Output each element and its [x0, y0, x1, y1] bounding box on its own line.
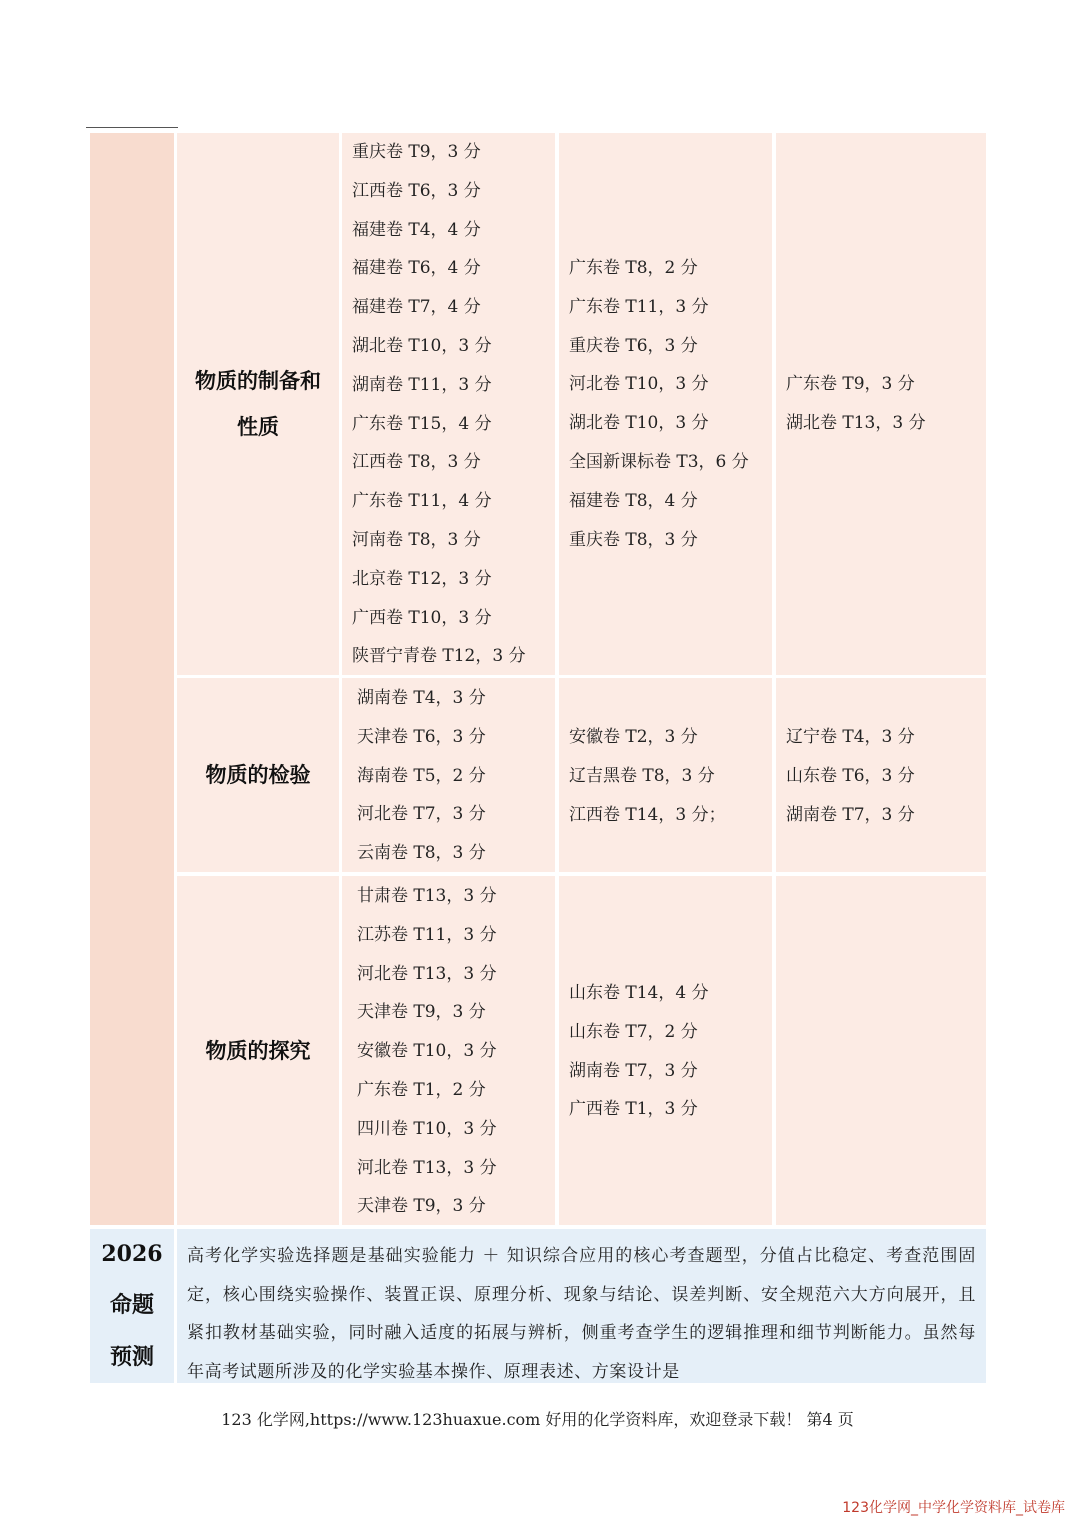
- prediction-label-line: 2026: [101, 1241, 163, 1267]
- list-item: 云南卷 T8，3 分: [357, 843, 486, 864]
- list-item: 福建卷 T4，4 分: [352, 219, 481, 240]
- list-item: 陕晋宁青卷 T12，3 分: [352, 646, 526, 667]
- list-item: 天津卷 T6，3 分: [357, 726, 486, 747]
- page-footer: 123 化学网,https://www.123huaxue.com 好用的化学资料库，欢迎登录下载！ 第4 页: [221, 1410, 854, 1429]
- top-rule: [86, 127, 178, 128]
- list-item: 海南卷 T5，2 分: [357, 765, 486, 786]
- row-label-line: 物质的探究: [205, 1038, 311, 1063]
- side-column: [90, 133, 174, 1225]
- list-item: 湖北卷 T10，3 分: [352, 335, 492, 356]
- prediction-paragraph: 高考化学实验选择题是基础实验能力 ＋ 知识综合应用的核心考查题型，分值占比稳定、考查范围固定，核心围绕实验操作、装置正误、原理分析、现象与结论、误差判断、安全规范六大方向展开，且紧扣教材基础实验，同时融入适度的拓展与辨析，侧重考查学生的逻辑推理和细节判断能力。虽然每年高考试题所涉及的化学实验基本操作、原理表述、方案设计是: [187, 1246, 976, 1382]
- row2-col2-list: [559, 678, 772, 872]
- list-item: 山东卷 T7，2 分: [569, 1021, 698, 1042]
- list-item: 安徽卷 T10，3 分: [357, 1041, 497, 1062]
- row-label-line: 物质的检验: [205, 763, 311, 787]
- list-item: 福建卷 T6，4 分: [352, 258, 481, 279]
- prediction-label-line: 命题: [109, 1293, 154, 1318]
- list-item: 河北卷 T10，3 分: [569, 374, 709, 395]
- row2-col1-list: [342, 678, 555, 872]
- row3-col2-list: [559, 876, 772, 1225]
- list-item: 天津卷 T9，3 分: [357, 1002, 486, 1023]
- list-item: 江西卷 T6，3 分: [352, 180, 481, 201]
- list-item: 广东卷 T15，4 分: [352, 413, 492, 434]
- prediction-label: [90, 1229, 174, 1383]
- list-item: 广东卷 T8，2 分: [569, 258, 698, 278]
- list-item: 广东卷 T11，3 分: [569, 296, 709, 317]
- list-item: 江西卷 T14，3 分；: [569, 804, 726, 825]
- list-item: 辽宁卷 T4，3 分: [786, 727, 915, 747]
- row3-col1-list: [342, 876, 555, 1225]
- list-item: 湖南卷 T7，3 分: [786, 804, 915, 825]
- list-item: 安徽卷 T2，3 分: [569, 727, 698, 747]
- list-item: 河北卷 T13，3 分: [357, 963, 497, 984]
- list-item: 广西卷 T10，3 分: [352, 607, 492, 628]
- list-item: 河南卷 T8，3 分: [352, 529, 481, 550]
- row3-col3-empty: [776, 876, 986, 1225]
- list-item: 重庆卷 T8，3 分: [569, 529, 698, 550]
- list-item: 辽吉黑卷 T8，3 分: [569, 765, 715, 786]
- list-item: 重庆卷 T9，3 分: [352, 142, 481, 162]
- list-item: 广东卷 T1，2 分: [357, 1079, 486, 1100]
- list-item: 江西卷 T8，3 分: [352, 452, 481, 473]
- list-item: 山东卷 T14，4 分: [569, 983, 709, 1003]
- row1-col2-list: [559, 133, 772, 675]
- list-item: 甘肃卷 T13，3 分: [357, 886, 497, 906]
- list-item: 河北卷 T13，3 分: [357, 1157, 497, 1178]
- row1-col1-list: [342, 133, 555, 675]
- list-item: 湖南卷 T4，3 分: [357, 688, 486, 708]
- row-label-exploration: [177, 876, 339, 1225]
- row-label-line: 物质的制备和: [195, 369, 321, 393]
- row-label-preparation: [177, 133, 339, 675]
- row-label-detection: [177, 678, 339, 872]
- list-item: 四川卷 T10，3 分: [357, 1118, 497, 1139]
- row-label-line: 性质: [237, 415, 279, 439]
- list-item: 广东卷 T11，4 分: [352, 491, 492, 512]
- row2-col3-list: [776, 678, 986, 872]
- list-item: 福建卷 T7，4 分: [352, 297, 481, 318]
- list-item: 湖南卷 T7，3 分: [569, 1060, 698, 1081]
- list-item: 重庆卷 T6，3 分: [569, 335, 698, 356]
- list-item: 河北卷 T7，3 分: [357, 804, 486, 825]
- watermark-link[interactable]: 123化学网_中学化学资料库_试卷库: [842, 1500, 1065, 1516]
- row1-col3-list: [776, 133, 986, 675]
- prediction-text: [177, 1229, 986, 1383]
- list-item: 福建卷 T8，4 分: [569, 490, 698, 511]
- list-item: 湖南卷 T11，3 分: [352, 374, 492, 395]
- list-item: 天津卷 T9，3 分: [357, 1196, 486, 1217]
- list-item: 湖北卷 T10，3 分: [569, 413, 709, 434]
- list-item: 广西卷 T1，3 分: [569, 1099, 698, 1120]
- list-item: 湖北卷 T13，3 分: [786, 412, 926, 433]
- list-item: 广东卷 T9，3 分: [786, 374, 915, 394]
- list-item: 山东卷 T6，3 分: [786, 765, 915, 786]
- prediction-label-line: 预测: [109, 1345, 154, 1370]
- list-item: 江苏卷 T11，3 分: [357, 924, 497, 945]
- list-item: 全国新课标卷 T3，6 分: [569, 451, 749, 472]
- list-item: 北京卷 T12，3 分: [352, 568, 492, 589]
